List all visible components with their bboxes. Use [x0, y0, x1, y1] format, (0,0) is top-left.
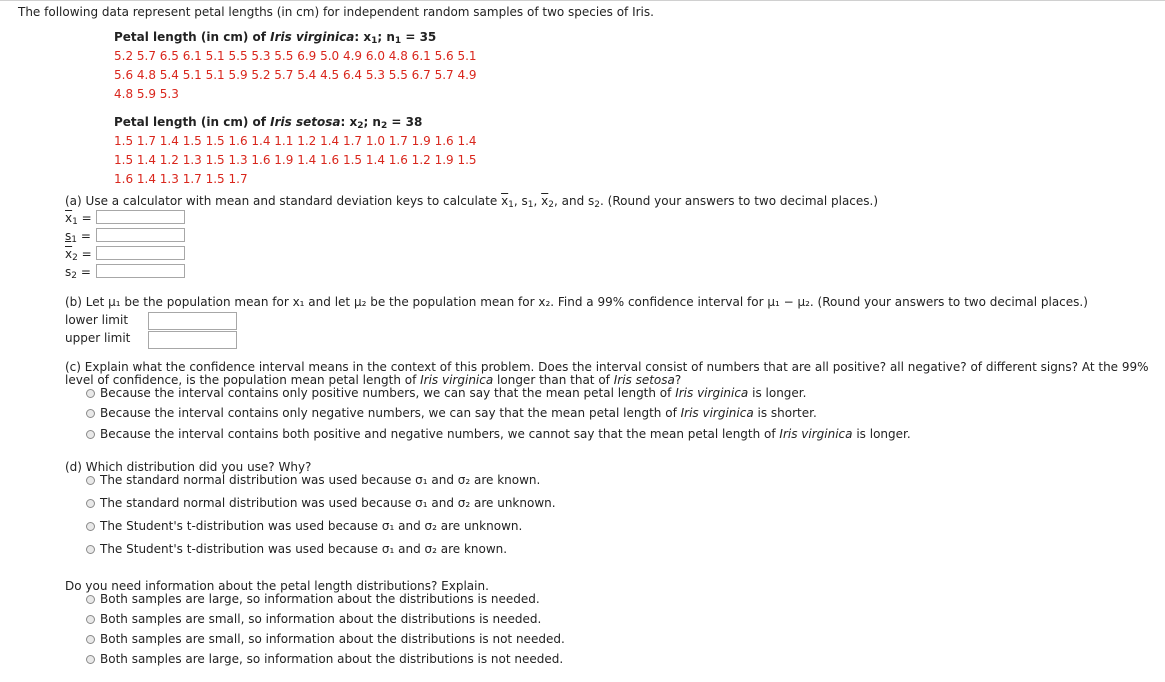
setosa-n-label: ; n: [363, 115, 381, 129]
part-c-question-line1: (c) Explain what the confidence interval means in the context of this problem. Does the interval consist of numbers that are all positive? all negative? of different signs? At the 99%: [65, 360, 1149, 374]
part-c-option-3[interactable]: [100, 427, 911, 441]
part-a-sub: 1: [508, 200, 514, 210]
setosa-heading-prefix: Petal length (in cm) of: [114, 115, 271, 129]
part-a-question-start: (a) Use a calculator with mean and standard deviation keys to calculate: [65, 194, 502, 208]
part-d-radio-1[interactable]: [86, 476, 95, 485]
part-b-question: (b) Let μ₁ be the population mean for x₁ and let μ₂ be the population mean for x₂. Find a 99% confidence interval for μ₁ − μ₂. (Round your answers to two decimal places.): [65, 295, 1088, 309]
xbar1-input[interactable]: [96, 210, 185, 224]
option-text: is longer.: [748, 386, 807, 400]
part-c-q-species1: Iris virginica: [420, 373, 494, 387]
part-a-sym-xbar2: $\overline{x}$: [541, 194, 549, 208]
option-text: is longer.: [852, 427, 911, 441]
part-d-option-2[interactable]: The standard normal distribution was used because σ₁ and σ₂ are unknown.: [100, 496, 556, 510]
s2-label: $s_2$ =: [65, 265, 91, 281]
virginica-species: Iris virginica: [270, 30, 355, 44]
virginica-row: 5.6 4.8 5.4 5.1 5.1 5.9 5.2 5.7 5.4 4.5 6.4 5.3 5.5 6.7 5.7 4.9: [114, 68, 477, 82]
part-e-option-4[interactable]: Both samples are large, so information about the distributions is not needed.: [100, 652, 564, 666]
part-e-radio-4[interactable]: [86, 655, 95, 664]
part-d-option-4[interactable]: The Student's t-distribution was used because σ₁ and σ₂ are known.: [100, 542, 508, 556]
setosa-n-value: = 38: [387, 115, 423, 129]
part-c-radio-1[interactable]: [86, 389, 95, 398]
setosa-species: Iris setosa: [270, 115, 341, 129]
virginica-row: 4.8 5.9 5.3: [114, 87, 179, 101]
option-species: Iris virginica: [675, 386, 749, 400]
s2-input[interactable]: [96, 264, 185, 278]
setosa-row: 1.5 1.7 1.4 1.5 1.5 1.6 1.4 1.1 1.2 1.4 1.7 1.0 1.7 1.9 1.6 1.4: [114, 134, 477, 148]
part-d-question: (d) Which distribution did you use? Why?: [65, 460, 312, 474]
part-c-radio-3[interactable]: [86, 430, 95, 439]
part-c-q-start: level of confidence, is the population mean petal length of: [65, 373, 421, 387]
part-c-q-end: ?: [674, 373, 682, 387]
part-e-question: Do you need information about the petal length distributions? Explain.: [65, 579, 489, 593]
part-e-radio-2[interactable]: [86, 615, 95, 624]
part-d-radio-4[interactable]: [86, 545, 95, 554]
lower-limit-label: lower limit: [65, 313, 129, 327]
xbar2-label: $\overline{x}_2$ =: [65, 247, 92, 263]
setosa-n-sub: 2: [380, 121, 388, 131]
upper-limit-input[interactable]: [148, 331, 237, 349]
part-c-q-mid: longer than that of: [493, 373, 614, 387]
part-e-option-3[interactable]: Both samples are small, so information about the distributions is not needed.: [100, 632, 565, 646]
part-c-q-species2: Iris setosa: [613, 373, 675, 387]
part-c-radio-2[interactable]: [86, 409, 95, 418]
part-a-question: (a) Use a calculator with mean and standard deviation keys to calculate $\overline{x}_1$, $s_1$, $\overline{x}_2$, and $s_2$. (Round your answers to two decimal places.): [65, 194, 879, 210]
virginica-x-label: : x: [354, 30, 372, 44]
part-e-radio-1[interactable]: [86, 595, 95, 604]
s1-label: $s_1$ =: [65, 229, 91, 245]
option-text: is shorter.: [753, 406, 817, 420]
xbar2-input[interactable]: [96, 246, 185, 260]
option-text: Because the interval contains both positive and negative numbers, we cannot say that the mean petal length of: [100, 427, 780, 441]
virginica-row: 5.2 5.7 6.5 6.1 5.1 5.5 5.3 5.5 6.9 5.0 4.9 6.0 4.8 6.1 5.6 5.1: [114, 49, 477, 63]
xbar1-label: $\overline{x}_1$ =: [65, 211, 92, 227]
part-d-radio-2[interactable]: [86, 499, 95, 508]
problem-intro: The following data represent petal lengths (in cm) for independent random samples of two species of Iris.: [18, 5, 654, 19]
part-a-question-end: (Round your answers to two decimal places.): [603, 194, 879, 208]
virginica-heading-prefix: Petal length (in cm) of: [114, 30, 271, 44]
option-species: Iris virginica: [680, 406, 754, 420]
virginica-n-value: = 35: [401, 30, 437, 44]
upper-limit-label: upper limit: [65, 331, 131, 345]
part-e-option-1[interactable]: Both samples are large, so information about the distributions is needed.: [100, 592, 540, 606]
top-border: [0, 0, 1165, 1]
lower-limit-input[interactable]: [148, 312, 237, 330]
option-species: Iris virginica: [779, 427, 853, 441]
part-a-sub: 2: [594, 200, 601, 210]
part-e-radio-3[interactable]: [86, 635, 95, 644]
part-c-option-1[interactable]: [100, 386, 806, 400]
part-e-option-2[interactable]: Both samples are small, so information about the distributions is needed.: [100, 612, 542, 626]
part-a-sym-xbar1: $\overline{x}$: [501, 194, 509, 208]
option-text: Because the interval contains only negative numbers, we can say that the mean petal length of: [100, 406, 681, 420]
virginica-x-sub: 1: [371, 36, 378, 46]
setosa-x-sub: 2: [357, 121, 364, 131]
setosa-x-label: : x: [340, 115, 358, 129]
virginica-heading: [114, 30, 436, 44]
virginica-n-sub: 1: [394, 36, 402, 46]
setosa-heading: [114, 115, 422, 129]
setosa-row: 1.6 1.4 1.3 1.7 1.5 1.7: [114, 172, 248, 186]
s1-input[interactable]: [96, 228, 185, 242]
part-d-option-3[interactable]: The Student's t-distribution was used because σ₁ and σ₂ are unknown.: [100, 519, 523, 533]
part-d-radio-3[interactable]: [86, 522, 95, 531]
setosa-row: 1.5 1.4 1.2 1.3 1.5 1.3 1.6 1.9 1.4 1.6 1.5 1.4 1.6 1.2 1.9 1.5: [114, 153, 477, 167]
part-d-option-1[interactable]: The standard normal distribution was used because σ₁ and σ₂ are known.: [100, 473, 541, 487]
option-text: Because the interval contains only positive numbers, we can say that the mean petal length of: [100, 386, 676, 400]
part-a-sub: 1: [527, 200, 534, 210]
part-c-option-2[interactable]: [100, 406, 817, 420]
part-a-sub: 2: [548, 200, 555, 210]
virginica-n-label: ; n: [377, 30, 395, 44]
